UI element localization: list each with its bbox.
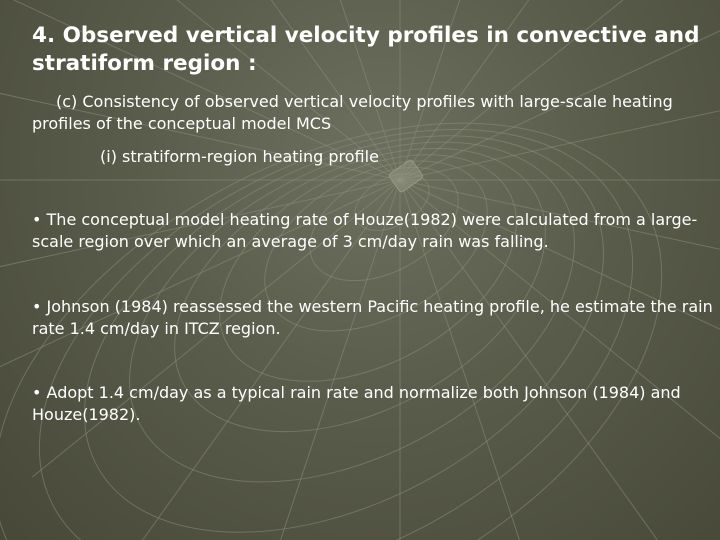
bullet-item: • Adopt 1.4 cm/day as a typical rain rate and normalize both Johnson (1984) and Houze(1982). bbox=[32, 383, 681, 424]
bullet-item: • Johnson (1984) reassessed the western Pacific heating profile, he estimate the rain rate 1.4 cm/day in ITCZ region. bbox=[32, 297, 713, 338]
subsection-heading: (i) stratiform-region heating profile bbox=[100, 147, 379, 166]
section-subtitle: (c) Consistency of observed vertical velocity profiles with large-scale heating profiles of the conceptual model MCS bbox=[32, 92, 673, 133]
slide-title: 4. Observed vertical velocity profiles in convective and stratiform region : bbox=[32, 23, 700, 76]
bullet-item: • The conceptual model heating rate of Houze(1982) were calculated from a large-scale region over which an average of 3 cm/day rain was falling. bbox=[32, 210, 698, 251]
